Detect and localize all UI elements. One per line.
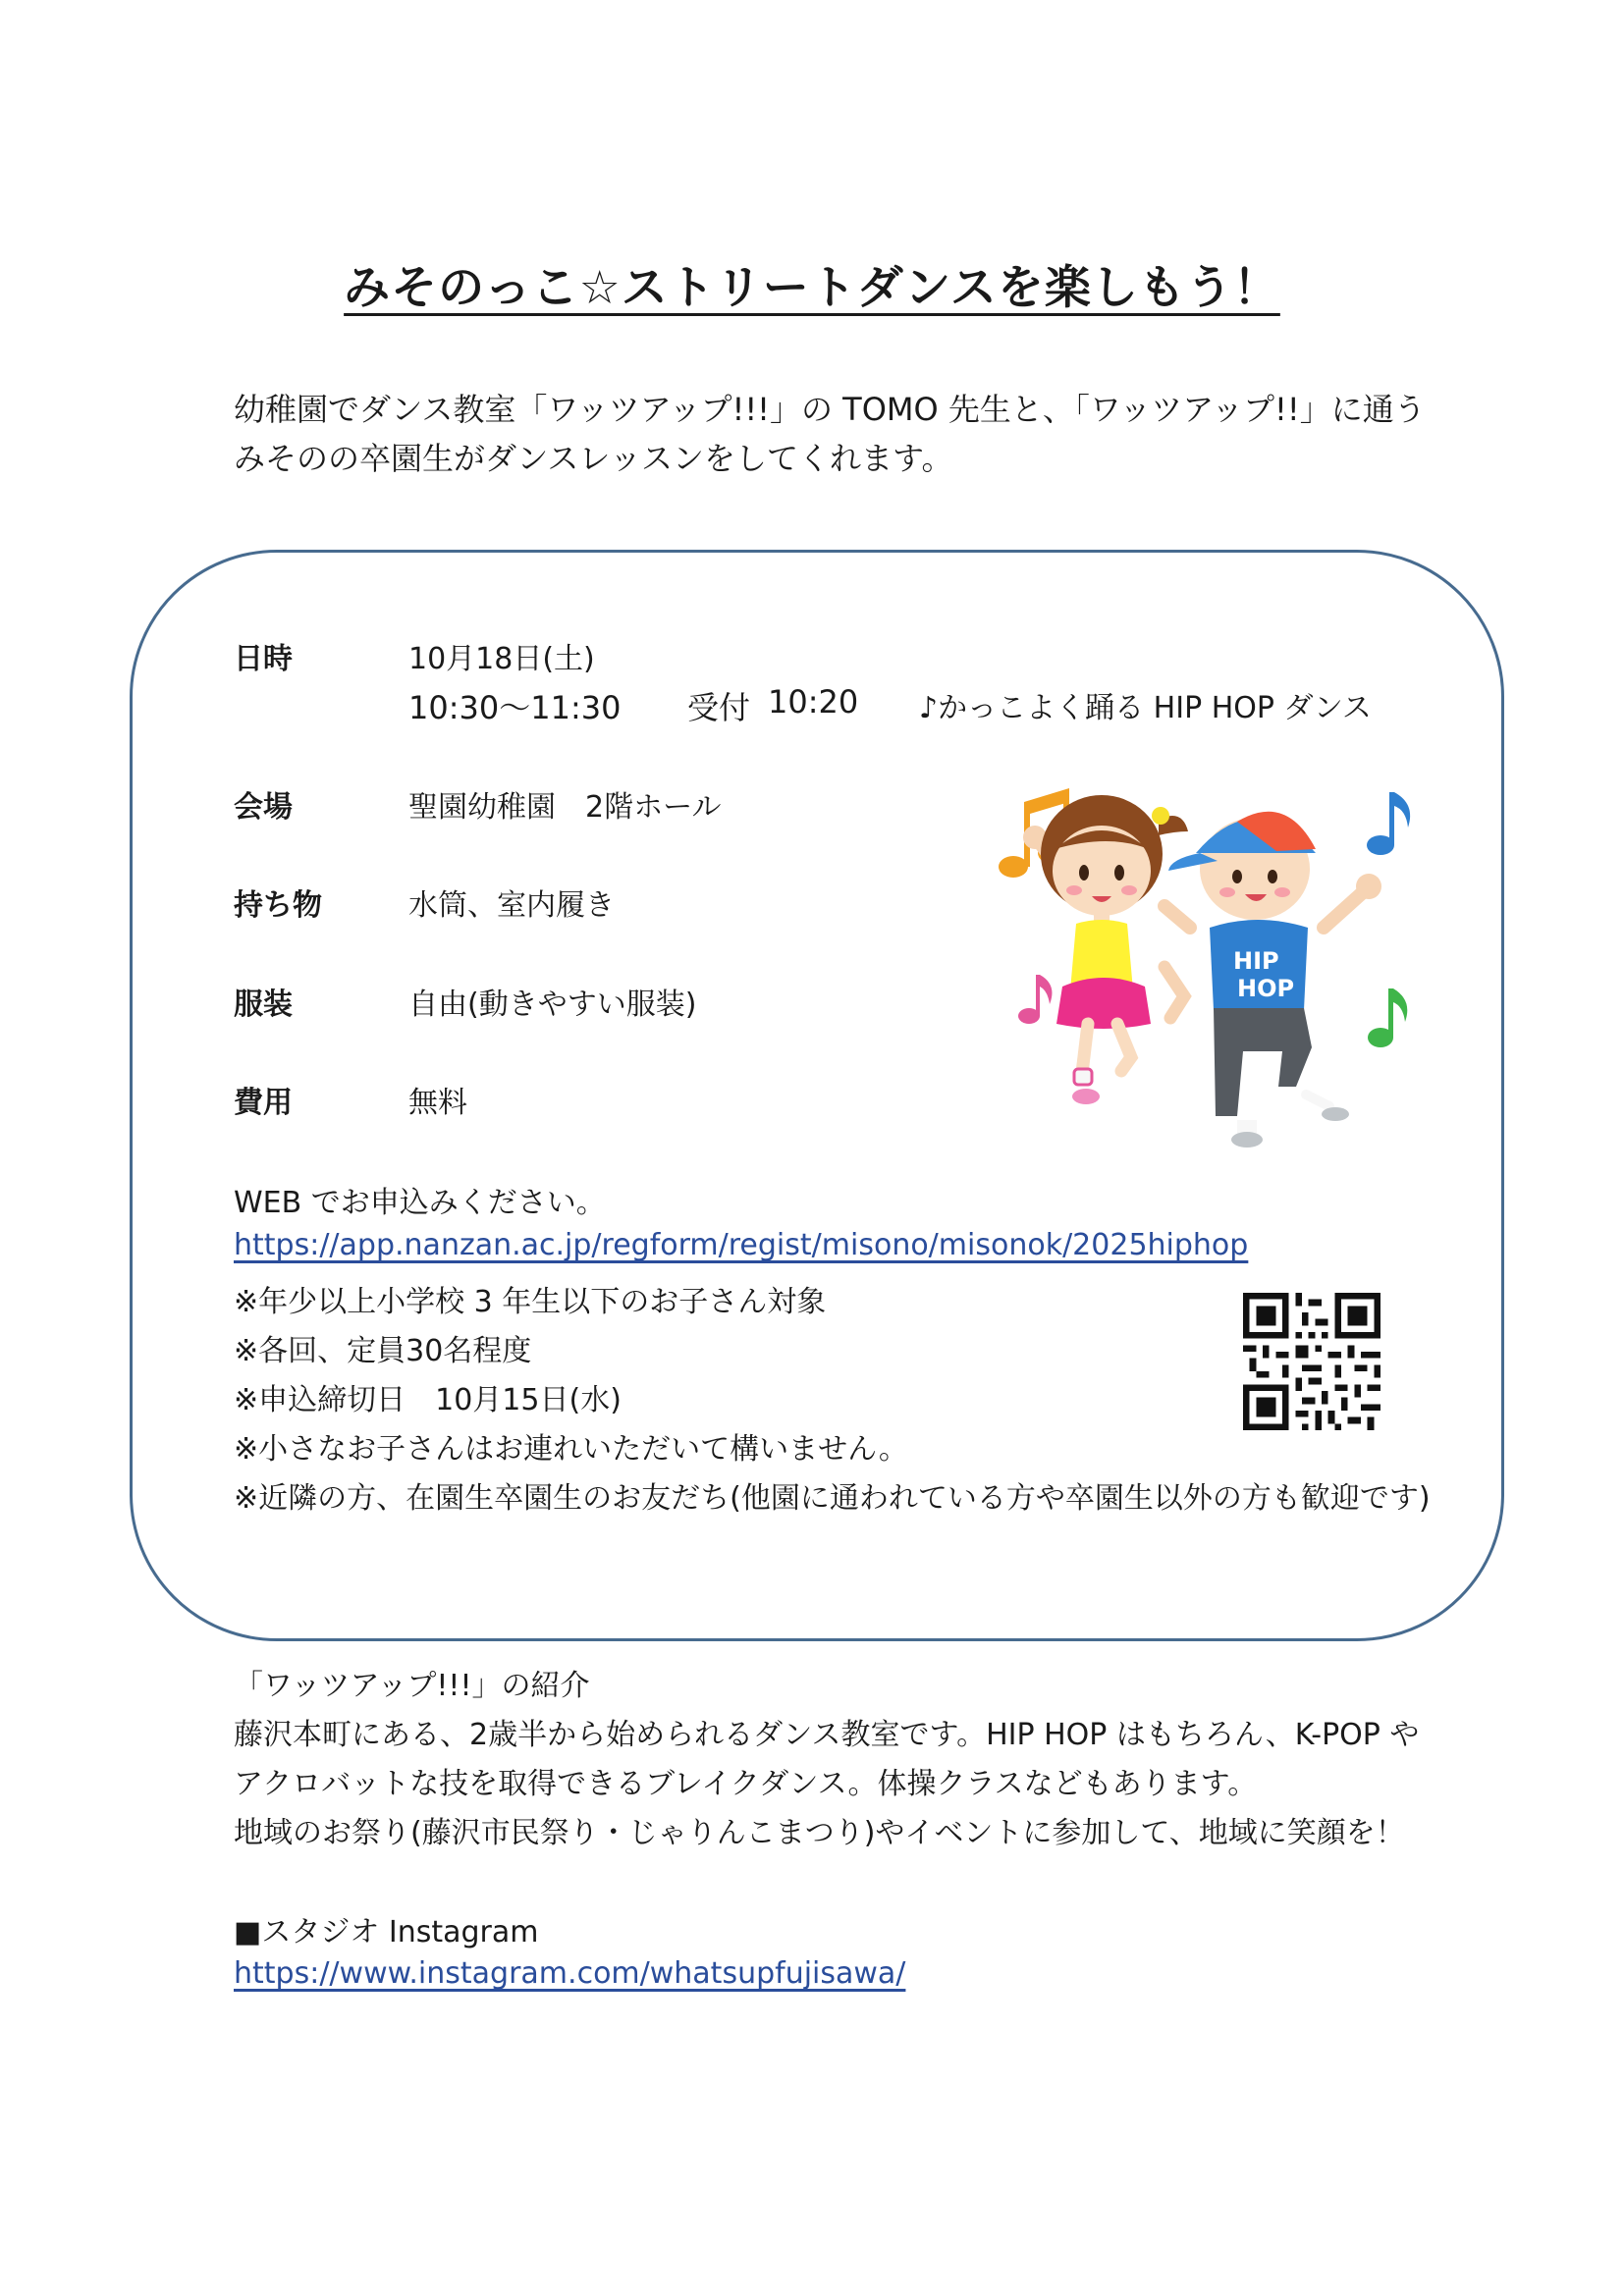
girl-dancer	[1023, 795, 1188, 1104]
items-value: 水筒、室内履き	[408, 888, 615, 923]
dance-note: ♪かっこよく踊る HIP HOP ダンス	[919, 691, 1372, 725]
intro-line-2: みそのの卒園生がダンスレッスンをしてくれます。	[234, 440, 953, 477]
intro-text	[234, 385, 1426, 483]
fee-label: 費用	[234, 1086, 293, 1120]
date-label: 日時	[234, 642, 293, 676]
reception-time: 10:20	[768, 683, 859, 721]
music-note-pink-icon	[1018, 975, 1052, 1024]
instagram-link[interactable]: https://www.instagram.com/whatsupfujisawa/	[234, 1956, 906, 1991]
date-value: 10月18日(土)	[408, 642, 595, 676]
intro-line-1: 幼稚園でダンス教室「ワッツアップ!!!」の TOMO 先生と、「ワッツアップ!!」に通う	[234, 391, 1426, 428]
fee-value: 無料	[408, 1086, 467, 1120]
note-2: ※各回、定員30名程度	[234, 1334, 532, 1368]
note-5: ※近隣の方、在園生卒園生のお友だち(他園に通われている方や卒園生以外の方も歓迎です)	[234, 1481, 1431, 1516]
reception-label: 受付	[687, 689, 751, 726]
time-value: 10:30～11:30	[408, 689, 622, 726]
note-4: ※小さなお子さんはお連れいただいて構いません。	[234, 1432, 908, 1467]
venue-value: 聖園幼稚園 2階ホール	[408, 790, 722, 825]
items-label: 持ち物	[234, 888, 322, 923]
note-1: ※年少以上小学校 3 年生以下のお子さん対象	[234, 1285, 827, 1319]
music-note-green-icon	[1368, 988, 1407, 1047]
page-title	[0, 251, 1624, 317]
page-title-text: みそのっこ☆ストリートダンスを楽しもう！	[344, 261, 1280, 315]
shirt-text-hop: HOP	[1237, 975, 1295, 1002]
qr-code-icon[interactable]	[1243, 1293, 1380, 1430]
studio-heading: 「ワッツアップ!!!」の紹介	[234, 1669, 590, 1703]
boy-dancer	[1164, 812, 1381, 1148]
dancing-children-illustration	[992, 780, 1434, 1183]
studio-line-3: 地域のお祭り(藤沢市民祭り・じゃりんこまつり)やイベントに参加して、地域に笑顔を！	[234, 1816, 1405, 1850]
music-note-blue-icon	[1367, 792, 1410, 855]
shirt-text-hip: HIP	[1233, 947, 1279, 975]
venue-label: 会場	[234, 790, 293, 825]
studio-line-1: 藤沢本町にある、2歳半から始められるダンス教室です。HIP HOP はもちろん、K-POP や	[234, 1718, 1420, 1752]
web-instruction: WEB でお申込みください。	[234, 1186, 606, 1220]
note-3: ※申込締切日 10月15日(水)	[234, 1383, 622, 1417]
studio-line-2: アクロバットな技を取得できるブレイクダンス。体操クラスなどもあります。	[234, 1767, 1258, 1801]
instagram-label: ■スタジオ Instagram	[234, 1915, 539, 1949]
application-link[interactable]: https://app.nanzan.ac.jp/regform/regist/misono/misonok/2025hiphop	[234, 1228, 1249, 1262]
attire-value: 自由(動きやすい服装)	[408, 988, 697, 1022]
attire-label: 服装	[234, 988, 293, 1022]
